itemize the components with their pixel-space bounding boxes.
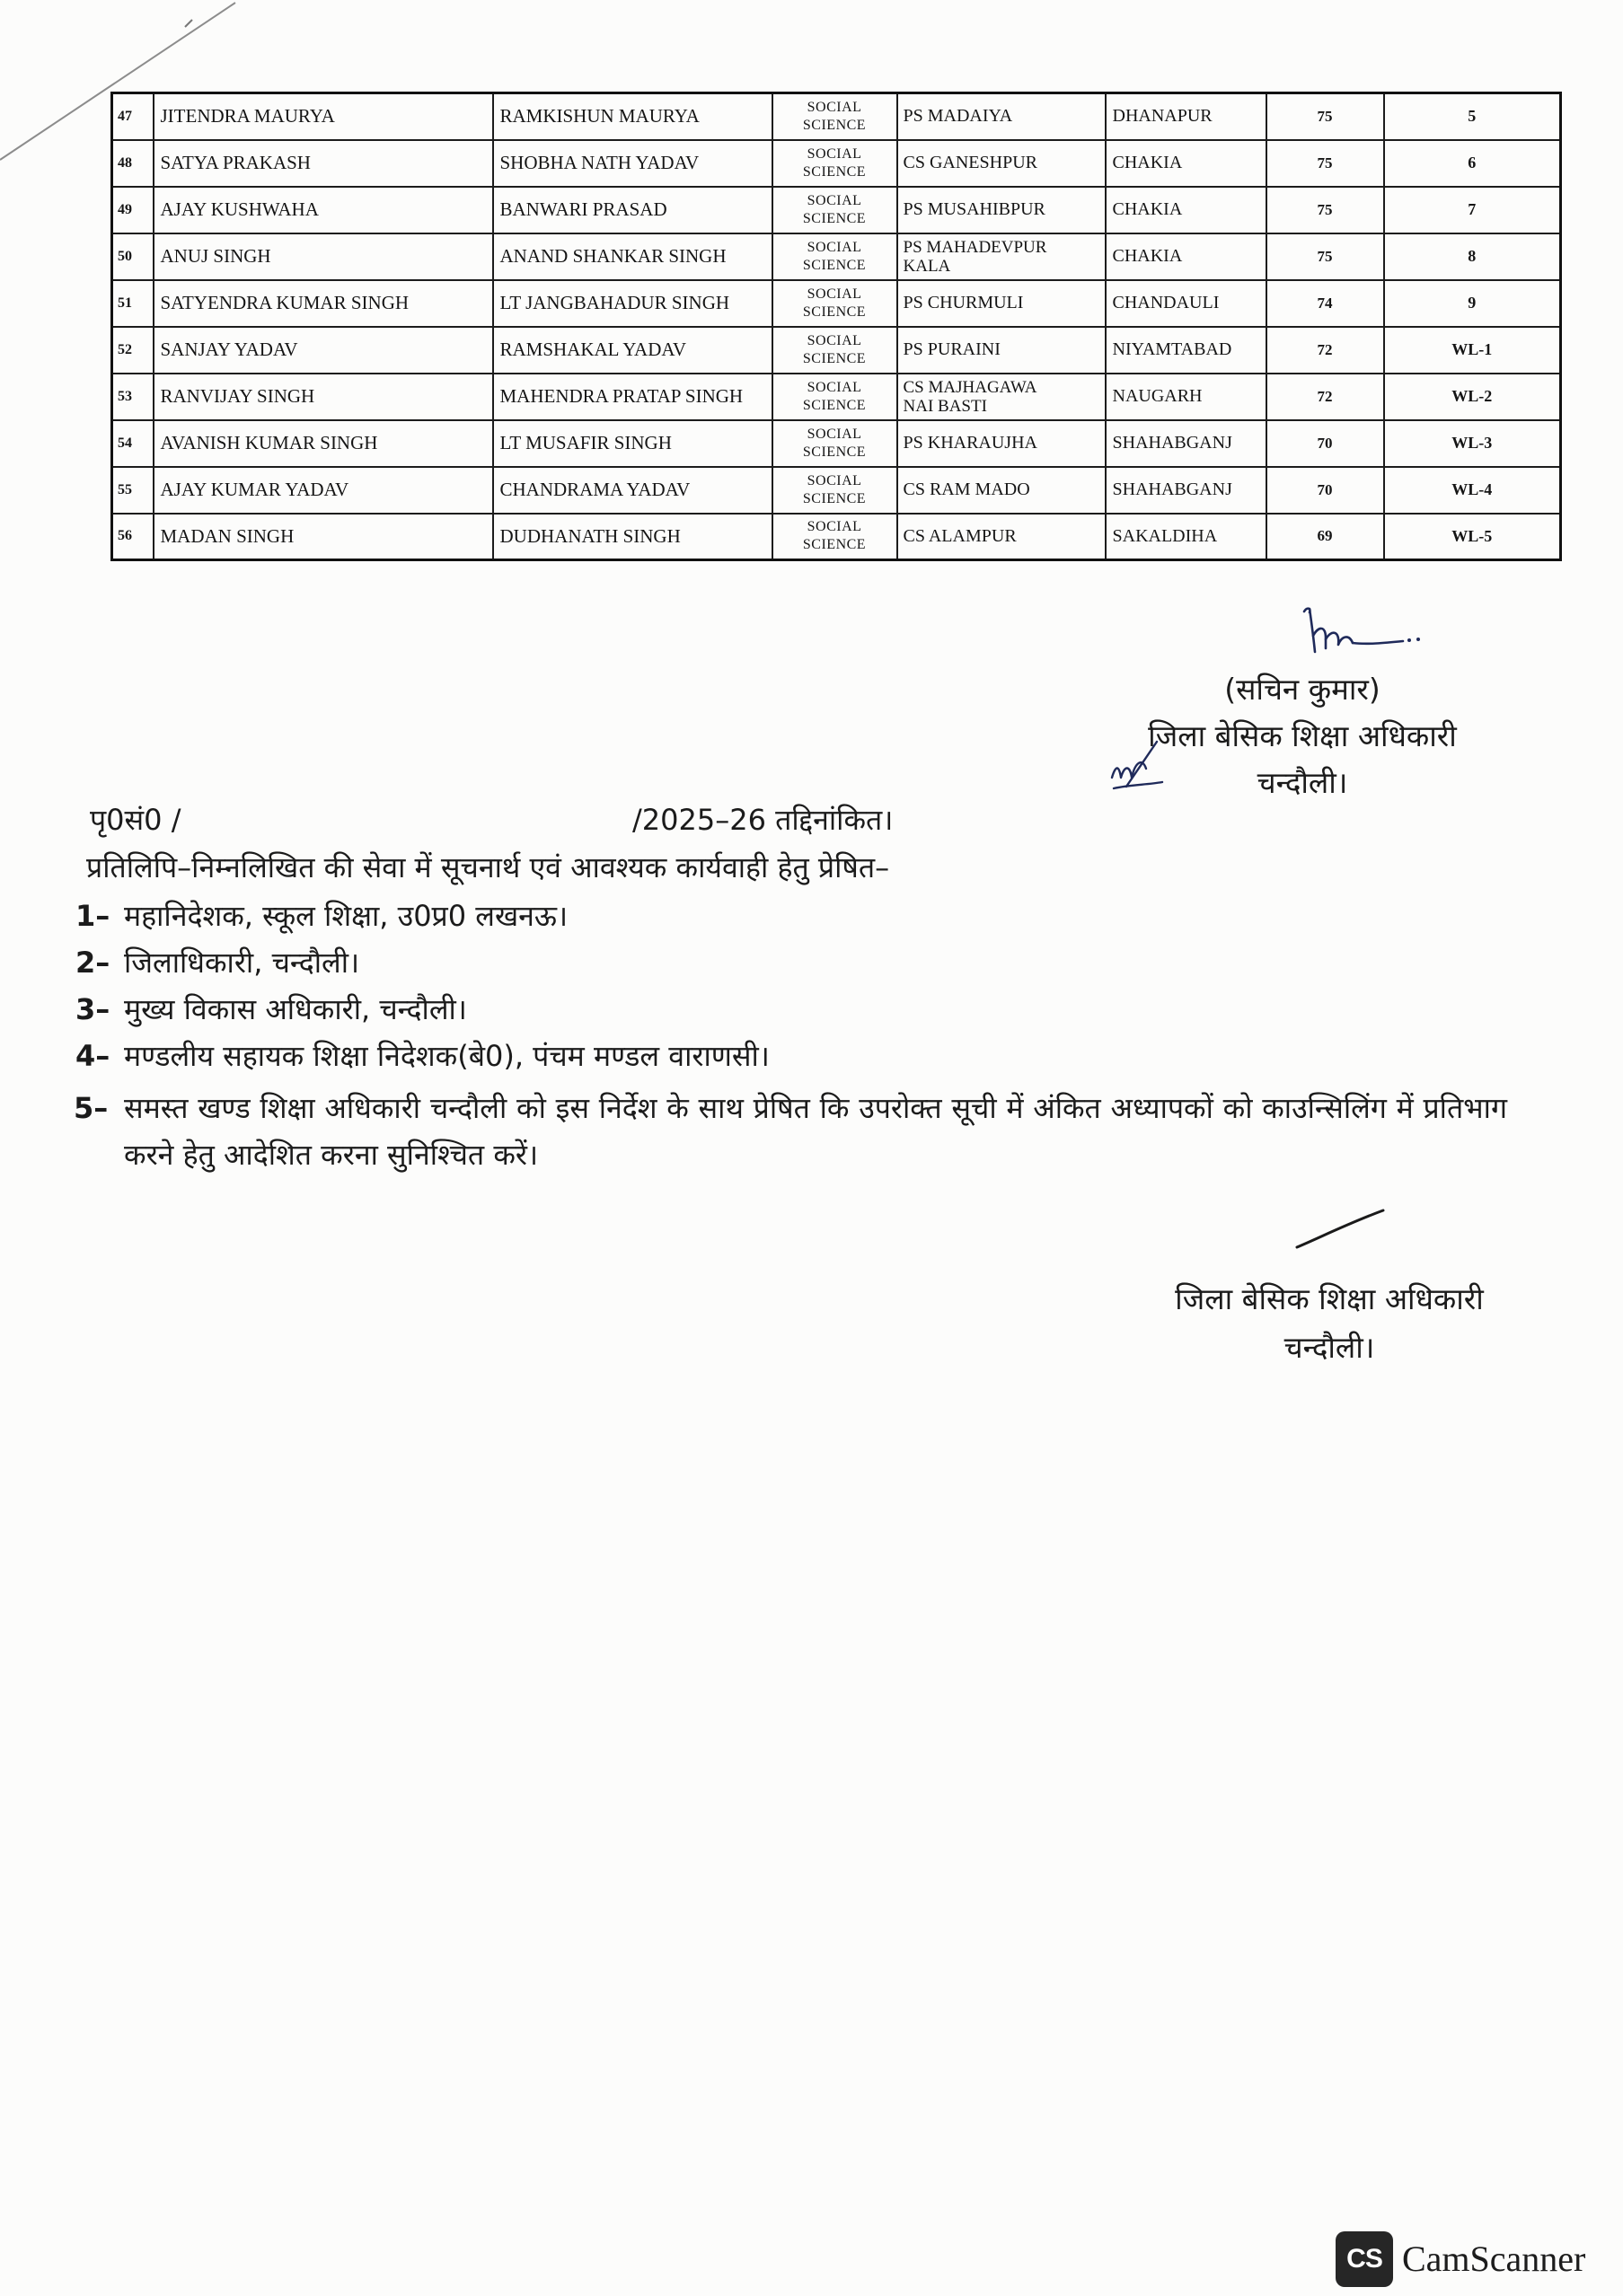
- block-name-cell: SHAHABGANJ: [1106, 467, 1266, 514]
- marks-cell: 72: [1266, 374, 1384, 420]
- rank-cell: WL-2: [1384, 374, 1561, 420]
- school-name-cell: PS KHARAUJHA: [897, 420, 1106, 467]
- serial-number-cell: 48: [112, 140, 154, 187]
- subject-cell: [772, 467, 897, 514]
- block-name-cell: CHANDAULI: [1106, 280, 1266, 327]
- marks-cell: 74: [1266, 280, 1384, 327]
- teacher-name-cell: AJAY KUMAR YADAV: [154, 467, 493, 514]
- marks-cell: 75: [1266, 140, 1384, 187]
- school-name-cell: PS PURAINI: [897, 327, 1106, 374]
- list-item: मण्डलीय सहायक शिक्षा निदेशक(बे0), पंचम मण्डल वाराणसी।: [124, 1039, 770, 1073]
- father-name-cell: LT MUSAFIR SINGH: [493, 420, 772, 467]
- table-row: [112, 467, 1561, 514]
- teacher-name-cell: SANJAY YADAV: [154, 327, 493, 374]
- table-row: [112, 420, 1561, 467]
- subject-text: SOCIAL SCIENCE: [802, 145, 867, 180]
- table-row: [112, 280, 1561, 327]
- serial-number-cell: 51: [112, 280, 154, 327]
- teacher-name-cell: ANUJ SINGH: [154, 233, 493, 280]
- rank-cell: WL-3: [1384, 420, 1561, 467]
- father-name-cell: ANAND SHANKAR SINGH: [493, 233, 772, 280]
- rank-cell: 9: [1384, 280, 1561, 327]
- list-item: मुख्य विकास अधिकारी, चन्दौली।: [124, 992, 467, 1026]
- marks-cell: 70: [1266, 420, 1384, 467]
- rank-cell: 6: [1384, 140, 1561, 187]
- school-name-cell: PS MADAIYA: [897, 93, 1106, 140]
- table-row: [112, 187, 1561, 233]
- copy-to-heading: प्रतिलिपि–निम्नलिखित की सेवा में सूचनार्थ एवं आवश्यक कार्यवाही हेतु प्रेषित–: [86, 850, 890, 884]
- footer-signatory-block: [1141, 1275, 1518, 1372]
- list-item: महानिदेशक, स्कूल शिक्षा, उ0प्र0 लखनऊ।: [124, 899, 569, 933]
- father-name-cell: MAHENDRA PRATAP SINGH: [493, 374, 772, 420]
- teacher-list-table: [110, 92, 1562, 561]
- school-name-cell: CS GANESHPUR: [897, 140, 1106, 187]
- table-row: [112, 233, 1561, 280]
- table-row: [112, 140, 1561, 187]
- subject-text: SOCIAL SCIENCE: [802, 286, 867, 320]
- subject-cell: [772, 420, 897, 467]
- rank-cell: 5: [1384, 93, 1561, 140]
- subject-cell: [772, 93, 897, 140]
- father-name-cell: RAMKISHUN MAURYA: [493, 93, 772, 140]
- signatory-name: (सचिन कुमार): [1224, 672, 1380, 707]
- list-item-number: 3–: [75, 992, 110, 1026]
- serial-number-cell: 54: [112, 420, 154, 467]
- teacher-name-cell: SATYA PRAKASH: [154, 140, 493, 187]
- father-name-cell: SHOBHA NATH YADAV: [493, 140, 772, 187]
- signatory-block: [1114, 666, 1491, 806]
- signatory-designation: जिला बेसिक शिक्षा अधिकारी: [1148, 718, 1457, 753]
- school-name-cell: PS MUSAHIBPUR: [897, 187, 1106, 233]
- list-item-number: 1–: [75, 899, 110, 933]
- school-name-cell: CS RAM MADO: [897, 467, 1106, 514]
- marks-cell: 70: [1266, 467, 1384, 514]
- subject-text: SOCIAL SCIENCE: [802, 192, 867, 226]
- reference-number: पृ0सं0 /: [90, 803, 181, 837]
- father-name-cell: RAMSHAKAL YADAV: [493, 327, 772, 374]
- list-item: समस्त खण्ड शिक्षा अधिकारी चन्दौली को इस निर्देश के साथ प्रेषित कि उपरोक्त सूची में अंकित अध्यापकों को काउन्सिलिंग में प्रतिभाग करने हेतु आदेशित करना सुनिश्चित करें।: [124, 1091, 1507, 1172]
- block-name-cell: CHAKIA: [1106, 187, 1266, 233]
- rank-cell: 8: [1384, 233, 1561, 280]
- serial-number-cell: 55: [112, 467, 154, 514]
- school-name-cell: CS ALAMPUR: [897, 514, 1106, 560]
- footer-district: चन्दौली।: [1283, 1330, 1375, 1365]
- block-name-cell: NIYAMTABAD: [1106, 327, 1266, 374]
- father-name-cell: CHANDRAMA YADAV: [493, 467, 772, 514]
- subject-cell: [772, 233, 897, 280]
- subject-text: SOCIAL SCIENCE: [802, 99, 867, 133]
- school-name-cell: [897, 233, 1106, 280]
- footer-signature-stroke: [1293, 1207, 1388, 1252]
- subject-text: SOCIAL SCIENCE: [802, 519, 867, 553]
- teacher-name-cell: RANVIJAY SINGH: [154, 374, 493, 420]
- officer-signature: [1293, 603, 1428, 671]
- marks-cell: 75: [1266, 187, 1384, 233]
- subject-text: SOCIAL SCIENCE: [802, 379, 867, 413]
- serial-number-cell: 53: [112, 374, 154, 420]
- teacher-name-cell: JITENDRA MAURYA: [154, 93, 493, 140]
- school-name-text: CS MAJHAGAWA NAI BASTI: [903, 377, 1036, 416]
- list-item-number: 4–: [75, 1039, 110, 1073]
- teacher-name-cell: AVANISH KUMAR SINGH: [154, 420, 493, 467]
- subject-text: SOCIAL SCIENCE: [802, 239, 867, 273]
- father-name-cell: BANWARI PRASAD: [493, 187, 772, 233]
- serial-number-cell: 52: [112, 327, 154, 374]
- subject-cell: [772, 374, 897, 420]
- rank-cell: WL-1: [1384, 327, 1561, 374]
- table-row: [112, 374, 1561, 420]
- block-name-cell: NAUGARH: [1106, 374, 1266, 420]
- serial-number-cell: 47: [112, 93, 154, 140]
- subject-text: SOCIAL SCIENCE: [802, 332, 867, 366]
- camscanner-logo-icon: CS: [1336, 2231, 1393, 2287]
- father-name-cell: DUDHANATH SINGH: [493, 514, 772, 560]
- school-name-cell: PS CHURMULI: [897, 280, 1106, 327]
- list-item-number: 5–: [74, 1091, 109, 1125]
- teacher-name-cell: SATYENDRA KUMAR SINGH: [154, 280, 493, 327]
- rank-cell: WL-4: [1384, 467, 1561, 514]
- serial-number-cell: 56: [112, 514, 154, 560]
- subject-text: SOCIAL SCIENCE: [802, 426, 867, 460]
- camscanner-brand: CamScanner: [1402, 2239, 1586, 2279]
- school-name-text: PS MAHADEVPUR KALA: [903, 237, 1047, 276]
- teacher-name-cell: MADAN SINGH: [154, 514, 493, 560]
- marks-cell: 75: [1266, 233, 1384, 280]
- signatory-district: चन्दौली।: [1257, 765, 1348, 800]
- footer-designation: जिला बेसिक शिक्षा अधिकारी: [1175, 1281, 1484, 1316]
- block-name-cell: SAKALDIHA: [1106, 514, 1266, 560]
- list-item: जिलाधिकारी, चन्दौली।: [124, 946, 360, 980]
- subject-text: SOCIAL SCIENCE: [802, 472, 867, 506]
- subject-cell: [772, 187, 897, 233]
- table-row: [112, 93, 1561, 140]
- block-name-cell: CHAKIA: [1106, 140, 1266, 187]
- rank-cell: 7: [1384, 187, 1561, 233]
- teacher-name-cell: AJAY KUSHWAHA: [154, 187, 493, 233]
- reference-date: /2025–26 तद्दिनांकित।: [632, 803, 894, 837]
- serial-number-cell: 49: [112, 187, 154, 233]
- marks-cell: 75: [1266, 93, 1384, 140]
- school-name-cell: [897, 374, 1106, 420]
- marks-cell: 69: [1266, 514, 1384, 560]
- serial-number-cell: 50: [112, 233, 154, 280]
- subject-cell: [772, 140, 897, 187]
- subject-cell: [772, 514, 897, 560]
- subject-cell: [772, 327, 897, 374]
- block-name-cell: CHAKIA: [1106, 233, 1266, 280]
- rank-cell: WL-5: [1384, 514, 1561, 560]
- list-item-number: 2–: [75, 946, 110, 980]
- father-name-cell: LT JANGBAHADUR SINGH: [493, 280, 772, 327]
- marks-cell: 72: [1266, 327, 1384, 374]
- block-name-cell: SHAHABGANJ: [1106, 420, 1266, 467]
- table-row: [112, 514, 1561, 560]
- block-name-cell: DHANAPUR: [1106, 93, 1266, 140]
- subject-cell: [772, 280, 897, 327]
- table-row: [112, 327, 1561, 374]
